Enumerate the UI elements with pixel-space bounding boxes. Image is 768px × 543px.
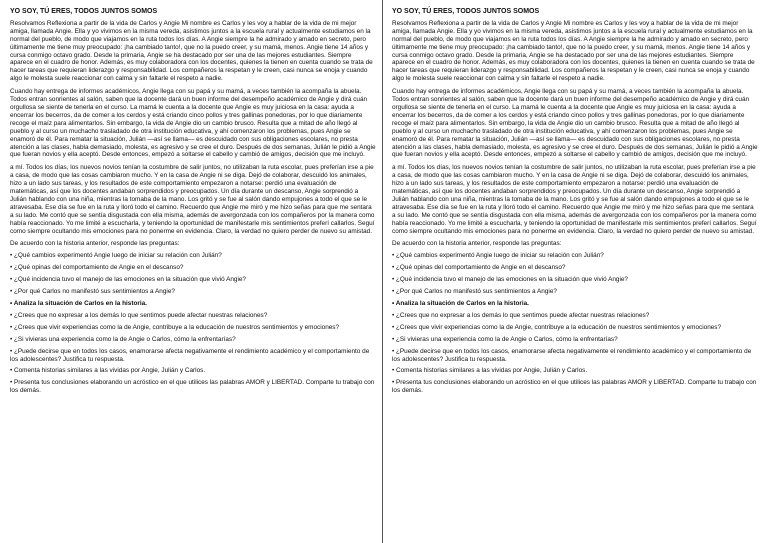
question-10: • Comenta historias similares a las vividas por Angie, Julián y Carlos. <box>10 367 206 375</box>
story-paragraph-3-copy: a mí. Todos los días, los nuevos novios tenían la costumbre de salir juntos, no utilizaban la ruta escolar, pues preferían irse a pie a casa, de modo que las cosas cambiaron mucho. Y en la casa de Angie ni se diga. Dejó de colaborar, descuidó los animales, hizo a un lado sus tareas, y los resultados de este comportamiento empezaron a notarse: perdió una evaluación de matemáticas, así que los docentes andaban sorprendidos y preocupados. Un día durante un descanso, Angie sorprendió a Julián hablando con una niña, mientras la tomaba de la mano. Los gritó y se fue al salón dando empujones a todo el que se le atravesaba. Ese día se fue en la ruta y lloró todo el camino. Recuerdo que Angie me miró y me hizo señas para que me sentara a su lado. Me contó que se sentía disgustada con ella misma, además de avergonzada con los compañeros por la manera como había reaccionado. Yo me limité a escucharla, y teniendo la oportunidad de manifestarle mis sentimientos preferí callarlos. Seguí como siempre ocultando mis emociones para no ponerme en evidencia. Claro, la verdad no quiero perder de nuevo su amistad. <box>392 164 757 235</box>
page-divider <box>382 0 383 543</box>
question-1: • ¿Qué cambios experimentó Angie luego de iniciar su relación con Julián? <box>10 252 222 260</box>
question-4-copy: • ¿Por qué Carlos no manifestó sus sentimientos a Angie? <box>392 288 557 296</box>
question-2: • ¿Qué opinas del comportamiento de Angie en el descanso? <box>10 264 184 272</box>
question-11-copy: • Presenta tus conclusiones elaborando un acróstico en el que utilices las palabras AMOR y LIBERTAD. Comparte tu trabajo con los demás. <box>392 379 757 395</box>
document-title-copy: YO SOY, TÚ ERES, TODOS JUNTOS SOMOS <box>392 8 540 15</box>
question-6-copy: • ¿Crees que no expresar a los demás lo que sentimos puede afectar nuestras relaciones? <box>392 311 650 319</box>
question-5-copy: • Analiza la situación de Carlos en la historia. <box>392 300 529 307</box>
questions-intro-copy: De acuerdo con la historia anterior, responde las preguntas: <box>392 240 562 248</box>
question-5: • Analiza la situación de Carlos en la historia. <box>10 300 147 307</box>
document-title: YO SOY, TÚ ERES, TODOS JUNTOS SOMOS <box>10 8 158 15</box>
question-7-copy: • ¿Crees que vivir experiencias como la de Angie, contribuye a la educación de nuestros sentimientos y emociones? <box>392 323 722 331</box>
question-3: • ¿Qué incidencia tuvo el manejo de las emociones en la situación que vivió Angie? <box>10 276 246 284</box>
questions-intro: De acuerdo con la historia anterior, responde las preguntas: <box>10 240 180 248</box>
question-6: • ¿Crees que no expresar a los demás lo que sentimos puede afectar nuestras relaciones? <box>10 311 268 319</box>
question-10-copy: • Comenta historias similares a las vividas por Angie, Julián y Carlos. <box>392 367 588 375</box>
question-8-copy: • ¿Si vivieras una experiencia como la de Angie o Carlos, cómo la enfrentarías? <box>392 335 618 343</box>
question-2-copy: • ¿Qué opinas del comportamiento de Angie en el descanso? <box>392 264 566 272</box>
story-paragraph-2-copy: Cuando hay entrega de informes académicos, Angie llega con su papá y su mamá, a veces también la acompaña la abuela. Todos entran sonrientes al salón, saben que la docente dará un buen informe del desempeño académico de Angie y dirá cuán orgullosa se siente de tenerla en el curso. La mamá le cuenta a la docente que Angie es muy juiciosa en la casa: ayuda a encerrar los becerros, da de comer a los cerdos y está criando cinco pollos y tres gallinas ponedoras, por lo que diariamente recoge el maíz para alimentarlos. Sin embargo, la vida de Angie dio un cambio brusco. Resulta que a mitad de año llegó al pueblo y al curso un muchacho trasladado de otra institución educativa, y ahí comenzaron los problemas, pues Angie se enamoró de él. Para rematar la situación, Julián —así se llama— es descuidado con sus obligaciones escolares, no presta atención a las clases, habla demasiado, molesta, es agresivo y se cree el duro. Después de dos semanas, Julián le pidió a Angie que fueran novios y ella aceptó. Desde entonces, empezó a soltarse el cabello y cambió de amigos, decisión que me incluyó. <box>392 88 758 159</box>
question-4: • ¿Por qué Carlos no manifestó sus sentimientos a Angie? <box>10 288 175 296</box>
question-9-copy: • ¿Puede decirse que en todos los casos, enamorarse afecta negativamente el rendimiento académico y el comportamiento de los adolescentes? Justifica tu respuesta. <box>392 347 752 363</box>
question-9: • ¿Puede decirse que en todos los casos, enamorarse afecta negativamente el rendimiento académico y el comportamiento de los adolescentes? Justifica tu respuesta. <box>10 347 370 363</box>
question-11: • Presenta tus conclusiones elaborando un acróstico en el que utilices las palabras AMOR y LIBERTAD. Comparte tu trabajo con los demás. <box>10 379 375 395</box>
question-3-copy: • ¿Qué incidencia tuvo el manejo de las emociones en la situación que vivió Angie? <box>392 276 628 284</box>
question-1-copy: • ¿Qué cambios experimentó Angie luego de iniciar su relación con Julián? <box>392 252 604 260</box>
story-paragraph-2: Cuando hay entrega de informes académicos, Angie llega con su papá y su mamá, a veces también la acompaña la abuela. Todos entran sonrientes al salón, saben que la docente dará un buen informe del desempeño académico de Angie y dirá cuán orgullosa se siente de tenerla en el curso. La mamá le cuenta a la docente que Angie es muy juiciosa en la casa: ayuda a encerrar los becerros, da de comer a los cerdos y está criando cinco pollos y tres gallinas ponedoras, por lo que diariamente recoge el maíz para alimentarlos. Sin embargo, la vida de Angie dio un cambio brusco. Resulta que a mitad de año llegó al pueblo y al curso un muchacho trasladado de otra institución educativa, y ahí comenzaron los problemas, pues Angie se enamoró de él. Para rematar la situación, Julián —así se llama— es descuidado con sus obligaciones escolares, no presta atención a las clases, habla demasiado, molesta, es agresivo y se cree el duro. Después de dos semanas, Julián le pidió a Angie que fueran novios y ella aceptó. Desde entonces, empezó a soltarse el cabello y cambió de amigos, decisión que me incluyó. <box>10 88 376 159</box>
question-7: • ¿Crees que vivir experiencias como la de Angie, contribuye a la educación de nuestros sentimientos y emociones? <box>10 323 340 331</box>
right-page-column <box>392 8 758 399</box>
story-paragraph-1: Resolvamos Reflexiona a partir de la vida de Carlos y Angie Mi nombre es Carlos y les voy a hablar de la vida de mi mejor amiga, llamada Angie. Ella y yo vivimos en la misma vereda, asistimos juntos a la escuela rural y actualmente estudiamos en la normal del pueblo, de modo que viajamos en la ruta todos los días. A Angie siempre la he admirado y amado en secreto, pero últimamente me tiene muy preocupado: ¡ha cambiado tanto!, que no la puedo creer, y su mamá, menos. Angie tiene 14 años y cursa conmigo octavo grado. Desde la primaria, Angie se ha destacado por ser una de las mejores estudiantes. Siempre aparece en el cuadro de honor. Además, es muy colaboradora con los docentes, quienes la tienen en cuenta cuando se trata de hacer tareas que requieran liderazgo y responsabilidad. Los compañeros la respetan y le creen, casi nunca se enoja y cuando algo le molesta suele reaccionar con calma y sin faltarle el respeto a nadie. <box>10 19 373 83</box>
left-page-column <box>10 8 376 399</box>
story-paragraph-3: a mí. Todos los días, los nuevos novios tenían la costumbre de salir juntos, no utilizaban la ruta escolar, pues preferían irse a pie a casa, de modo que las cosas cambiaron mucho. Y en la casa de Angie ni se diga. Dejó de colaborar, descuidó los animales, hizo a un lado sus tareas, y los resultados de este comportamiento empezaron a notarse: perdió una evaluación de matemáticas, así que los docentes andaban sorprendidos y preocupados. Un día durante un descanso, Angie sorprendió a Julián hablando con una niña, mientras la tomaba de la mano. Los gritó y se fue al salón dando empujones a todo el que se le atravesaba. Ese día se fue en la ruta y lloró todo el camino. Recuerdo que Angie me miró y me hizo señas para que me sentara a su lado. Me contó que se sentía disgustada con ella misma, además de avergonzada con los compañeros por la manera como había reaccionado. Yo me limité a escucharla, y teniendo la oportunidad de manifestarle mis sentimientos preferí callarlos. Seguí como siempre ocultando mis emociones para no ponerme en evidencia. Claro, la verdad no quiero perder de nuevo su amistad. <box>10 164 375 235</box>
story-paragraph-1-copy: Resolvamos Reflexiona a partir de la vida de Carlos y Angie Mi nombre es Carlos y les voy a hablar de la vida de mi mejor amiga, llamada Angie. Ella y yo vivimos en la misma vereda, asistimos juntos a la escuela rural y actualmente estudiamos en la normal del pueblo, de modo que viajamos en la ruta todos los días. A Angie siempre la he admirado y amado en secreto, pero últimamente me tiene muy preocupado: ¡ha cambiado tanto!, que no la puedo creer, y su mamá, menos. Angie tiene 14 años y cursa conmigo octavo grado. Desde la primaria, Angie se ha destacado por ser una de las mejores estudiantes. Siempre aparece en el cuadro de honor. Además, es muy colaboradora con los docentes, quienes la tienen en cuenta cuando se trata de hacer tareas que requieran liderazgo y responsabilidad. Los compañeros la respetan y le creen, casi nunca se enoja y cuando algo le molesta suele reaccionar con calma y sin faltarle el respeto a nadie. <box>392 19 755 83</box>
question-8: • ¿Si vivieras una experiencia como la de Angie o Carlos, cómo la enfrentarías? <box>10 335 236 343</box>
